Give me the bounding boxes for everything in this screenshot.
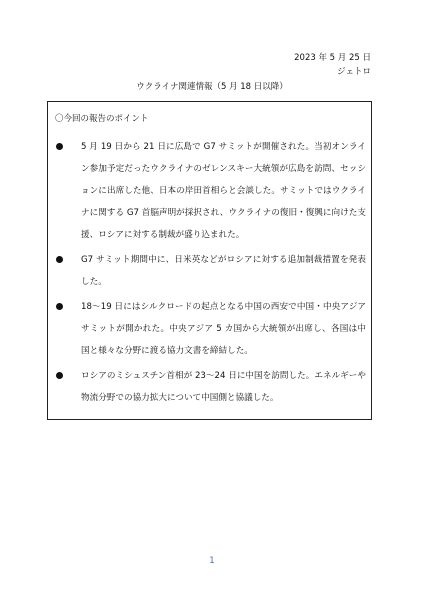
bullet-icon (56, 256, 63, 263)
bullet-icon (56, 303, 63, 310)
key-points-list (56, 136, 366, 412)
bullet-icon (56, 143, 63, 150)
document-title: ウクライナ関連情報（5 月 18 日以降） (136, 82, 288, 92)
key-points-box (47, 101, 372, 420)
list-item-text: ロシアのミシュスチン首相が 23～24 日に中国を訪問した。エネルギーや物流分野での協力拡大について中国側と協議した。 (81, 371, 366, 403)
list-item (56, 296, 366, 362)
list-item (56, 249, 366, 293)
list-item-text: 5 月 19 日から 21 日に広島で G7 サミットが開催された。当初オンライン参加予定だったウクライナのゼレンスキー大統領が広島を訪問、セッションに出席した他、日本の岸田首相らと会談した。サミットではウクライナに関する G7 首脳声明が採択され、ウクライナの復旧・復興に向けた支援、ロシアに対する制裁が盛り込まれた。 (81, 142, 366, 240)
organization-name: ジェトロ (337, 67, 371, 77)
key-points-heading: 〇今回の報告のポイント (55, 114, 149, 124)
list-item-text: 18～19 日にはシルクロードの起点となる中国の西安で中国・中央アジアサミットが開かれた。中央アジア 5 カ国から大統領が出席し、各国は中国と様々な分野に渡る協力文書を締結した。 (81, 302, 366, 356)
list-item (56, 365, 366, 409)
bullet-icon (56, 372, 63, 379)
page-number: 1 (209, 556, 215, 566)
document-date: 2023 年 5 月 25 日 (294, 53, 371, 63)
list-item-text: G7 サミット期間中に、日米英などがロシアに対する追加制裁措置を発表した。 (81, 255, 366, 287)
list-item (56, 136, 366, 246)
